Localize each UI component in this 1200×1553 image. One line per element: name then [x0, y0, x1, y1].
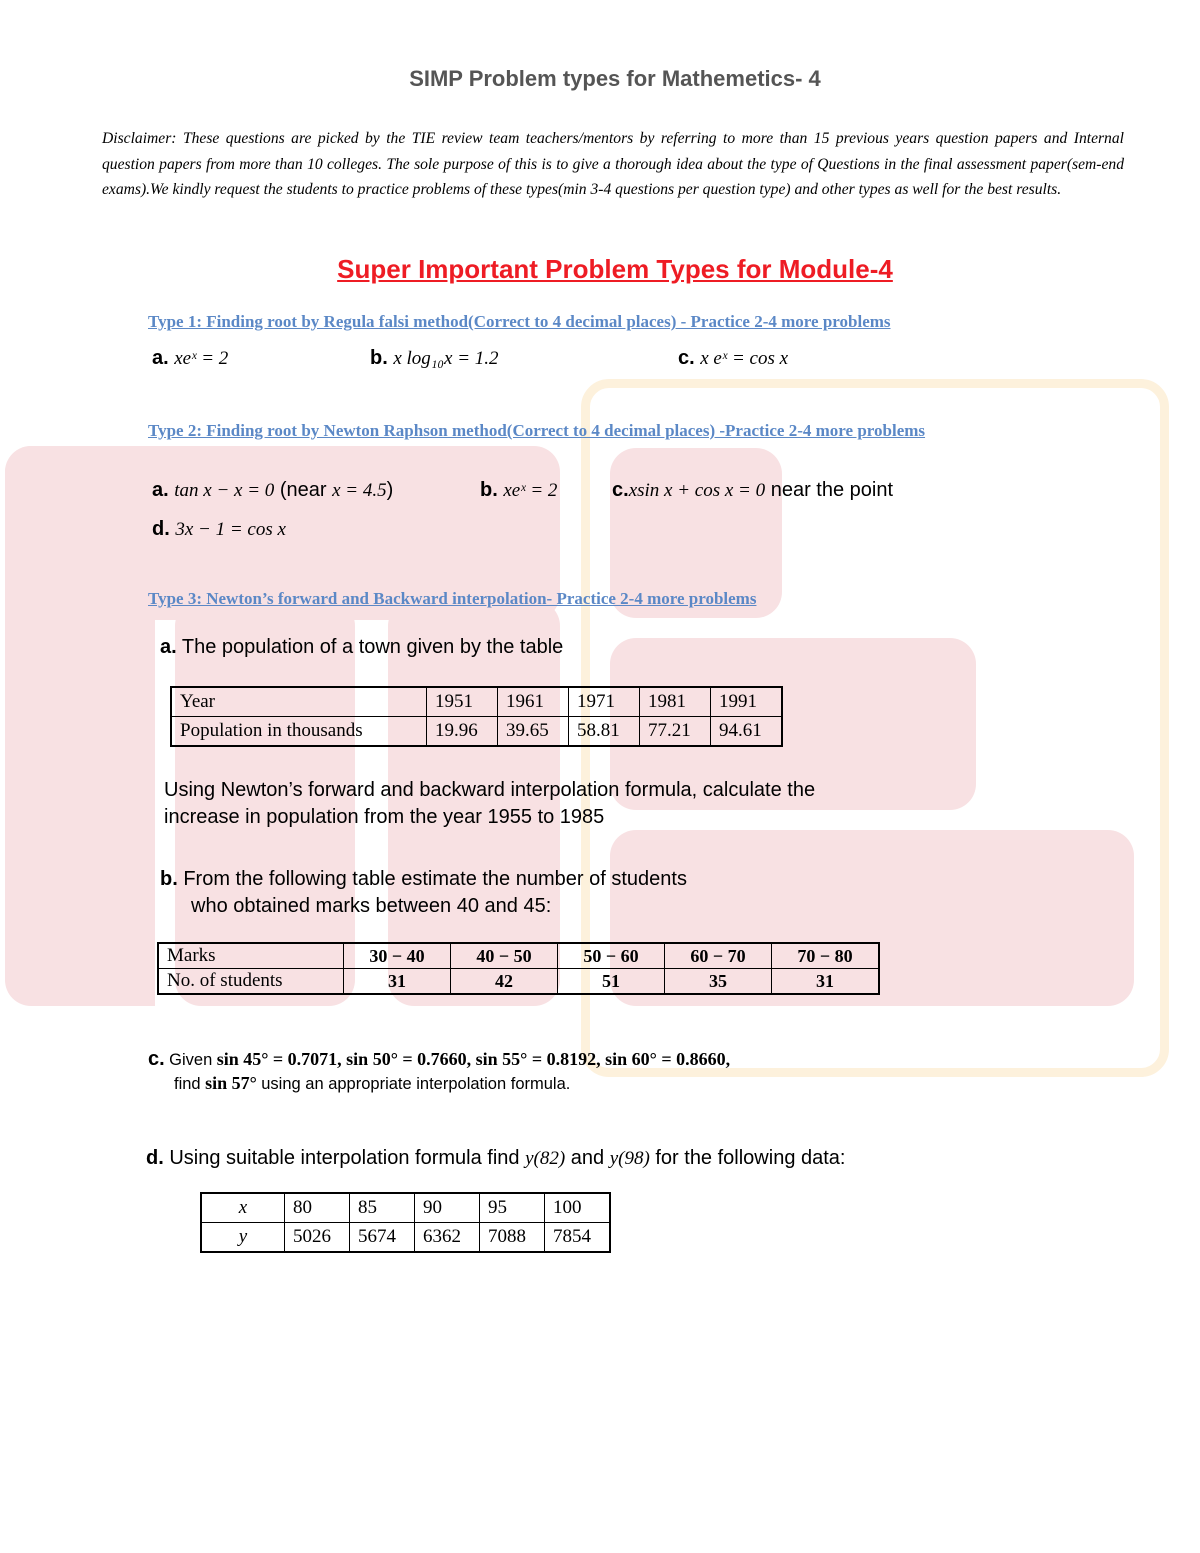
item-text: Given [169, 1051, 213, 1069]
table-cell: 85 [350, 1193, 415, 1223]
item-label: a. [152, 479, 169, 501]
table-cell: 1971 [569, 687, 640, 717]
type1-item-a [152, 347, 228, 370]
table-cell: 1951 [427, 687, 498, 717]
table-cell: 50 − 60 [558, 943, 665, 969]
item-note: (near [274, 479, 333, 501]
item-text: and [570, 1147, 605, 1169]
table-row [158, 969, 879, 995]
math-expression: x log₁₀x = 1.2 [393, 348, 499, 369]
table-cell: 5674 [350, 1223, 415, 1253]
item-label: c. [612, 479, 629, 501]
text-line: Using Newton’s forward and backward interpolation formula, calculate the [164, 779, 816, 801]
text-line: From the following table estimate the number of students [183, 868, 687, 890]
math-expression: sin 45° = 0.7071, sin 50° = 0.7660, sin 55° = 0.8192, sin 60° = 0.8660, [216, 1049, 731, 1069]
type2-heading: Type 2: Finding root by Newton Raphson method(Correct to 4 decimal places) -Practice 2-4 more problems [148, 421, 926, 440]
math-expression: sin 57° [205, 1073, 257, 1093]
table-cell: x [201, 1193, 285, 1223]
math-expression: x eˣ = cos x [700, 348, 789, 369]
item-label: b. [480, 479, 498, 501]
table-cell: No. of students [158, 969, 344, 995]
item-text: using an appropriate interpolation formula. [261, 1075, 571, 1093]
disclaimer-paragraph: Disclaimer: These questions are picked by the TIE review team teachers/mentors by referring to more than 15 previous years question papers and Internal question papers from more than 10 colleges. The sole purpose of this is to give a thorough idea about the type of Questions in the final assessment paper(sem-end exams).We kindly request the students to practice problems of these types(min 3-4 questions per question type) and other types as well for the best results. [102, 130, 1124, 198]
table-row [171, 687, 782, 717]
item-note: ) [386, 479, 394, 501]
table-cell: 100 [545, 1193, 611, 1223]
type2-item-c [612, 479, 893, 502]
table-cell: 1991 [711, 687, 783, 717]
module-heading: Super Important Problem Types for Module-4 [337, 254, 893, 284]
item-text: Using suitable interpolation formula find [169, 1147, 520, 1169]
type1-item-c [678, 347, 788, 370]
table-cell: 5026 [285, 1223, 350, 1253]
item-label: a. [160, 636, 177, 658]
page-title: SIMP Problem types for Mathemetics- 4 [409, 66, 821, 91]
text-line: who obtained marks between 40 and 45: [191, 895, 552, 917]
table-cell: 1961 [498, 687, 569, 717]
table-cell: 19.96 [427, 717, 498, 747]
table-cell: 70 − 80 [772, 943, 880, 969]
table-cell: 39.65 [498, 717, 569, 747]
type3-item-c [148, 1048, 730, 1094]
table-row [158, 943, 879, 969]
table-cell: Year [171, 687, 427, 717]
table-cell: 80 [285, 1193, 350, 1223]
table-cell: 7088 [480, 1223, 545, 1253]
math-expression: tan x − x = 0 [174, 480, 275, 501]
type2-item-d [152, 518, 286, 541]
table-cell: 90 [415, 1193, 480, 1223]
table-cell: 1981 [640, 687, 711, 717]
item-text: for the following data: [655, 1147, 846, 1169]
math-expression: 3x − 1 = cos x [175, 519, 286, 540]
type1-heading: Type 1: Finding root by Regula falsi method(Correct to 4 decimal places) - Practice 2-4 more problems [148, 312, 891, 331]
text-line: increase in population from the year 1955 to 1985 [164, 806, 605, 828]
table-cell: 77.21 [640, 717, 711, 747]
type3-item-b [160, 866, 687, 920]
item-label: b. [160, 868, 178, 890]
item-label: b. [370, 347, 388, 369]
table-cell: 30 − 40 [344, 943, 451, 969]
math-expression: xeˣ = 2 [503, 480, 558, 501]
math-expression: x = 4.5 [332, 480, 387, 501]
table-row [201, 1193, 610, 1223]
item-label: c. [148, 1048, 165, 1070]
item-label: d. [152, 518, 170, 540]
marks-table [157, 942, 880, 995]
item-label: d. [146, 1147, 164, 1169]
math-expression: y(98) [609, 1148, 650, 1169]
table-cell: 6362 [415, 1223, 480, 1253]
table-cell: 7854 [545, 1223, 611, 1253]
math-expression: y(82) [525, 1148, 566, 1169]
item-text: find [174, 1075, 201, 1093]
table-cell: 60 − 70 [665, 943, 772, 969]
table-cell: 31 [772, 969, 880, 995]
table-cell: y [201, 1223, 285, 1253]
math-expression: xsin x + cos x = 0 [628, 480, 766, 501]
table-cell: 94.61 [711, 717, 783, 747]
table-cell: 95 [480, 1193, 545, 1223]
type3-item-a-followup [164, 777, 815, 831]
item-label: a. [152, 347, 169, 369]
table-row [201, 1223, 610, 1253]
table-cell: Population in thousands [171, 717, 427, 747]
table-cell: 42 [451, 969, 558, 995]
table-cell: 35 [665, 969, 772, 995]
item-note: near the point [765, 479, 894, 501]
math-expression: xeˣ = 2 [174, 348, 229, 369]
type3-heading: Type 3: Newton’s forward and Backward interpolation- Practice 2-4 more problems [148, 589, 757, 608]
table-cell: 40 − 50 [451, 943, 558, 969]
type1-item-b [370, 347, 499, 370]
xy-data-table [200, 1192, 611, 1253]
type2-item-a [152, 479, 393, 502]
table-cell: 31 [344, 969, 451, 995]
item-label: c. [678, 347, 695, 369]
table-row [171, 717, 782, 747]
table-cell: Marks [158, 943, 344, 969]
type3-item-d [146, 1147, 845, 1170]
table-cell: 58.81 [569, 717, 640, 747]
population-table [170, 686, 783, 747]
item-text: The population of a town given by the table [181, 636, 564, 658]
type3-item-a [160, 636, 563, 659]
type2-item-b [480, 479, 557, 502]
table-cell: 51 [558, 969, 665, 995]
